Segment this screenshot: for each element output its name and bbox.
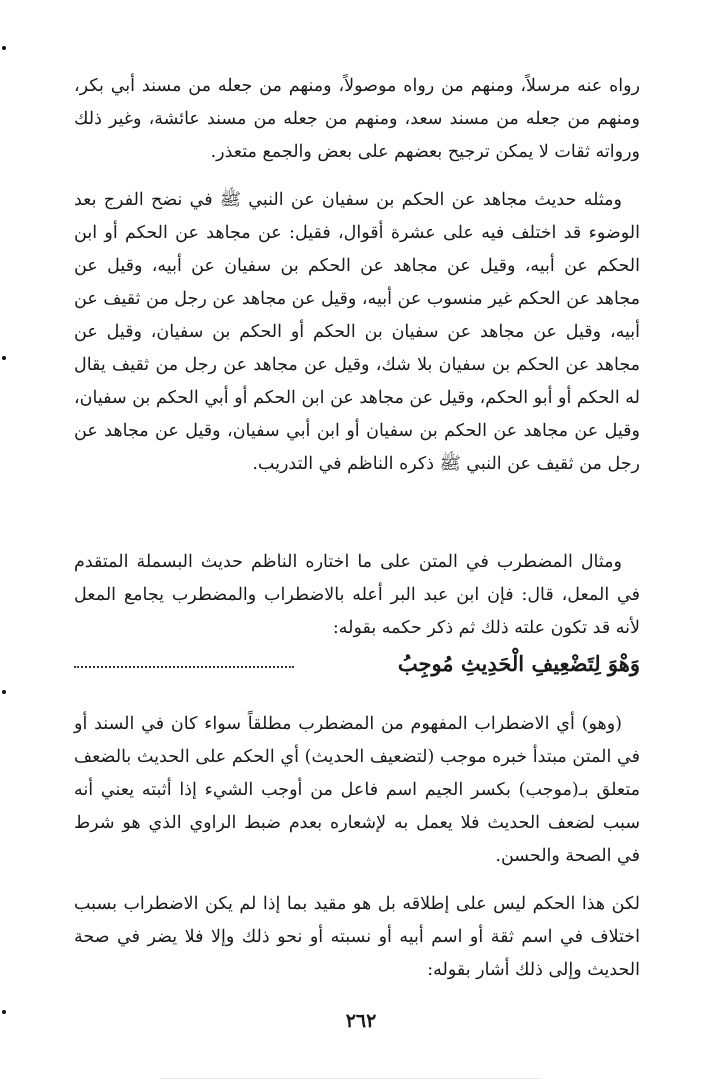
- scan-edge-line: [160, 1078, 540, 1079]
- paragraph-1: رواه عنه مرسلاً، ومنهم من رواه موصولاً، ومنهم من جعله من مسند أبي بكر، ومنهم من جعله من مسند سعد، ومنهم من جعله من مسند عائشة، وغير ذلك ورواته ثقات لا يمكن ترجيح بعضهم على بعض والجمع متعذر.: [74, 76, 640, 162]
- margin-mark: [2, 46, 6, 50]
- page-number: ٢٦٢: [345, 1010, 377, 1032]
- paragraph-3: ومثال المضطرب في المتن على ما اختاره الناظم حديث البسملة المتقدم في المعل، قال: فإن ابن عبد البر أعله بالاضطراب والمضطرب يجامع المعل لأنه قد تكون علته ذلك ثم ذكر حكمه بقوله:: [74, 552, 640, 638]
- paragraph-2: ومثله حديث مجاهد عن الحكم بن سفيان عن النبي ﷺ في نضح الفرج بعد الوضوء قد اختلف فيه على عشرة أقوال، فقيل: عن مجاهد عن الحكم أو ابن الحكم عن أبيه، وقيل عن مجاهد عن الحكم بن سفيان عن أبيه، وقيل عن مجاهد عن الحكم غير منسوب عن أبيه، وقيل عن مجاهد عن رجل من ثقيف عن أبيه، وقيل عن مجاهد عن سفيان بن الحكم أو الحكم بن سفيان، وقيل عن مجاهد عن الحكم بن سفيان بلا شك، وقيل عن مجاهد عن رجل من ثقيف يقال له الحكم أو أبو الحكم، وقيل عن مجاهد عن ابن الحكم أو أبي الحكم بن سفيان، وقيل عن مجاهد عن الحكم بن سفيان أو ابن أبي سفيان، وقيل عن مجاهد عن رجل من ثقيف عن النبي ﷺ ذكره الناظم في التدريب.: [74, 190, 640, 474]
- margin-mark: [2, 690, 6, 694]
- verse-line: [74, 646, 640, 686]
- paragraph-4: (وهو) أي الاضطراب المفهوم من المضطرب مطلقاً سواء كان في السند أو في المتن مبتدأ خبره موجب (لتضعيف الحديث) أي الحكم على الحديث بالضعف متعلق بـ(موجب) بكسر الجيم اسم فاعل من أوجب الشيء إذا أثبته يعني أنه سبب لضعف الحديث فلا يعمل به لإشعاره بعدم ضبط الراوي الذي هو شرط في الصحة والحسن.: [74, 714, 640, 866]
- paragraph-5: لكن هذا الحكم ليس على إطلاقه بل هو مقيد بما إذا لم يكن الاضطراب بسبب اختلاف في اسم ثقة أو اسم أبيه أو نسبته أو نحو ذلك وإلا فلا يضر في صحة الحديث وإلى ذلك أشار بقوله:: [74, 894, 640, 980]
- margin-mark: [2, 1010, 6, 1014]
- margin-mark: [2, 356, 6, 360]
- verse-text: وَهْوَ لِتَضْعِيفِ الْحَدِيثِ مُوجِبُ: [397, 651, 640, 676]
- verse-dots: [74, 666, 294, 668]
